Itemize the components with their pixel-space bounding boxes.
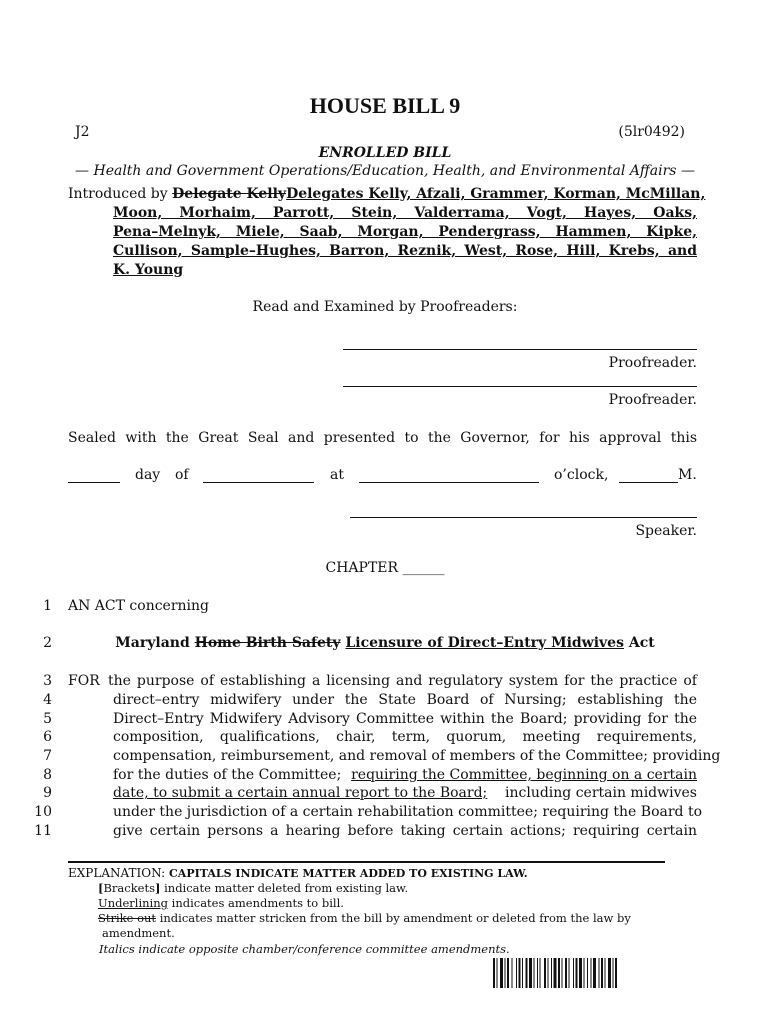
line-number: 8 <box>43 767 52 783</box>
sponsor-line-5: K. Young <box>113 262 184 278</box>
act-name-suffix: Act <box>628 635 655 651</box>
of-label: of <box>175 467 189 483</box>
for-word: FOR <box>68 673 100 689</box>
footer-divider <box>68 861 665 863</box>
line-number: 3 <box>43 673 52 689</box>
purpose-text-6b: requiring the Committee, beginning on a certain <box>351 767 697 783</box>
enrolled-status: ENROLLED BILL <box>318 145 452 161</box>
bill-code: J2 <box>75 124 90 140</box>
at-label: at <box>330 467 344 483</box>
introduced-prefix: Introduced by <box>68 186 168 202</box>
introduced-by-line <box>68 186 706 202</box>
act-name-struck: Home Birth Safety <box>194 635 341 651</box>
proofreader-label-1: Proofreader. <box>608 355 697 371</box>
purpose-text-1: the purpose of establishing a licensing and regulatory system for the practice of <box>108 673 697 689</box>
sponsor-line-1: Delegates Kelly, Afzali, Grammer, Korman, McMillan, <box>286 186 706 202</box>
act-name-underlined: Licensure of Direct–Entry Midwives <box>345 635 624 651</box>
proofreader-signature-line-2 <box>343 386 697 387</box>
purpose-line-7 <box>113 785 697 801</box>
line-number: 10 <box>34 804 52 820</box>
line-number: 11 <box>34 823 52 839</box>
explanation-italics: Italics indicate opposite chamber/conference committee amendments. <box>99 942 510 956</box>
sponsor-line-3: Pena–Melnyk, Miele, Saab, Morgan, Pendergrass, Hammen, Kipke, <box>113 224 697 240</box>
underlining-text: indicates amendments to bill. <box>171 896 344 910</box>
purpose-text-7a: date, to submit a certain annual report to the Board; <box>113 785 488 801</box>
bracket-close: ] <box>155 881 161 895</box>
meridiem-label: M. <box>678 467 697 483</box>
line-number: 6 <box>43 729 52 745</box>
seal-date-line <box>68 467 697 487</box>
explanation-strike-cont: amendment. <box>102 926 175 940</box>
brackets-word: Brackets <box>103 881 155 895</box>
strike-word: Strike out <box>98 911 157 925</box>
purpose-line-3: Direct–Entry Midwifery Advisory Committee within the Board; providing for the <box>113 711 697 727</box>
purpose-text-7b: including certain midwives <box>505 785 697 801</box>
struck-sponsor: Delegate Kelly <box>172 186 287 202</box>
bill-number: (5lr0492) <box>618 124 685 140</box>
sponsor-line-2: Moon, Morhaim, Parrott, Stein, Valderrama, Vogt, Hayes, Oaks, <box>113 205 697 221</box>
underlining-word: Underlining <box>98 896 168 910</box>
oclock-label: o’clock, <box>554 467 609 483</box>
barcode-icon <box>493 958 679 988</box>
explanation-strike <box>98 911 631 925</box>
day-label: day <box>135 467 161 483</box>
explanation-label: EXPLANATION: <box>68 866 166 880</box>
line-number: 7 <box>43 748 52 764</box>
chapter-label: CHAPTER ______ <box>325 560 445 576</box>
bill-title: HOUSE BILL 9 <box>309 93 461 118</box>
purpose-line-5: compensation, reimbursement, and removal of members of the Committee; providing <box>113 748 721 764</box>
line-number: 2 <box>43 635 52 651</box>
explanation-line-1 <box>68 866 528 880</box>
line-number: 5 <box>43 711 52 727</box>
seal-statement: Sealed with the Great Seal and presented to the Governor, for his approval this <box>68 430 697 446</box>
proofreaders-heading: Read and Examined by Proofreaders: <box>252 299 518 315</box>
speaker-signature-line <box>350 517 697 518</box>
speaker-label: Speaker. <box>635 523 697 539</box>
day-blank <box>68 482 120 483</box>
purpose-line-2: direct–entry midwifery under the State Board of Nursing; establishing the <box>113 692 697 708</box>
purpose-line-4: composition, qualifications, chair, term, quorum, meeting requirements, <box>113 729 697 745</box>
proofreader-label-2: Proofreader. <box>608 392 697 408</box>
bracket-open: [ <box>98 881 104 895</box>
sponsor-line-4: Cullison, Sample–Hughes, Barron, Reznik, West, Rose, Hill, Krebs, and <box>113 243 697 259</box>
purpose-line-9: give certain persons a hearing before taking certain actions; requiring certain <box>113 823 697 839</box>
time-blank <box>359 482 539 483</box>
explanation-underlining <box>98 896 344 910</box>
proofreader-signature-line-1 <box>343 349 697 350</box>
purpose-line-6 <box>113 767 697 783</box>
meridiem-blank <box>619 482 678 483</box>
purpose-line-1 <box>68 673 697 689</box>
committees: — Health and Government Operations/Education, Health, and Environmental Affairs — <box>75 163 695 179</box>
line-number: 1 <box>43 598 52 614</box>
act-name <box>0 635 770 651</box>
line-number: 4 <box>43 692 52 708</box>
purpose-text-6a: for the duties of the Committee; <box>113 767 342 783</box>
purpose-line-8: under the jurisdiction of a certain rehabilitation committee; requiring the Board to <box>113 804 703 820</box>
act-name-prefix: Maryland <box>115 635 190 651</box>
brackets-text: indicate matter deleted from existing law. <box>164 881 409 895</box>
act-concerning: AN ACT concerning <box>68 598 209 614</box>
strike-text: indicates matter stricken from the bill by amendment or deleted from the law by <box>159 911 631 925</box>
explanation-capitals: CAPITALS INDICATE MATTER ADDED TO EXISTING LAW. <box>169 867 528 880</box>
explanation-brackets <box>98 881 408 895</box>
date-blank <box>203 482 314 483</box>
line-number: 9 <box>43 785 52 801</box>
